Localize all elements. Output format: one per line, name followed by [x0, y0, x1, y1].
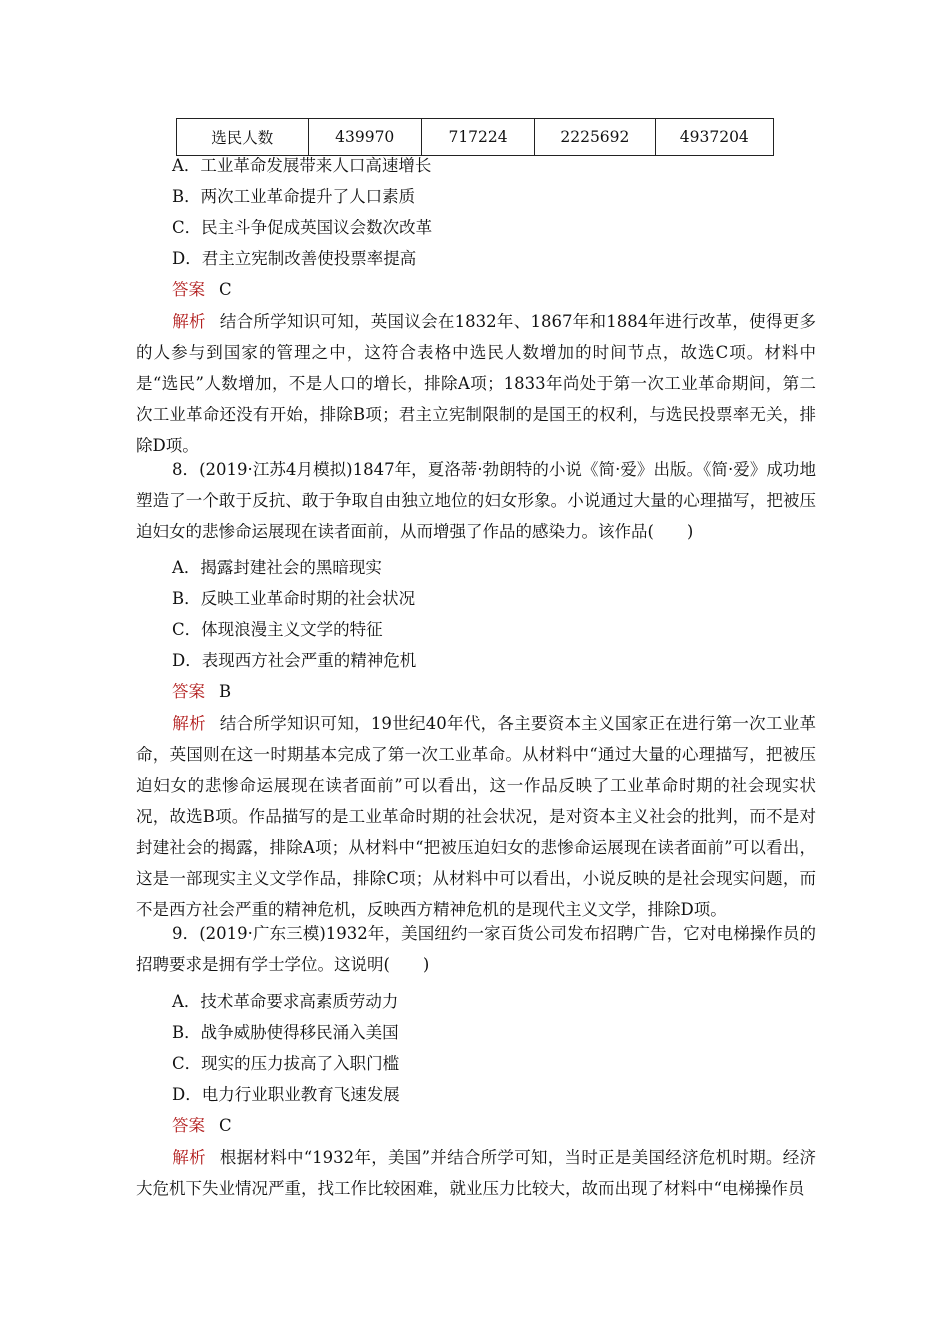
q9-option-a: A．技术革命要求高素质劳动力 [172, 992, 399, 1011]
analysis-text: 结合所学知识可知，19世纪40年代，各主要资本主义国家正在进行第一次工业革命，英国则在这一时期基本完成了第一次工业革命。从材料中“通过大量的心理描写，把被压迫妇女的悲惨命运展现在读者面前”可以看出，这一作品反映了工业革命时期的社会现实状况，故选B项。作品描写的是工业革命时期的社会状况，是对资本主义社会的批判，而不是对封建社会的揭露，排除A项；从材料中“把被压迫妇女的悲惨命运展现在读者面前”可以看出，这是一部现实主义文学作品，排除C项；从材料中可以看出，小说反映的是社会现实问题，而不是西方社会严重的精神危机，反映西方精神危机的是现代主义文学，排除D项。 [136, 714, 816, 919]
q7-answer [172, 282, 232, 299]
q9-option-d: D．电力行业职业教育飞速发展 [172, 1085, 400, 1104]
voter-table [176, 118, 774, 156]
q7-option-c: C．民主斗争促成英国议会数次改革 [172, 218, 433, 237]
question-text: 9．(2019·广东三模)1932年，美国纽约一家百货公司发布招聘广告，它对电梯操作员的招聘要求是拥有学士学位。这说明( ) [136, 924, 816, 974]
q7-option-b: B．两次工业革命提升了人口素质 [172, 187, 416, 206]
analysis-label: 解析 [172, 1148, 206, 1167]
answer-value: C [219, 1116, 232, 1135]
q9-analysis [136, 1142, 816, 1204]
q7-option-d: D．君主立宪制改善使投票率提高 [172, 249, 417, 268]
q9-option-b: B．战争威胁使得移民涌入美国 [172, 1023, 399, 1042]
q9-answer [172, 1118, 232, 1135]
answer-value: C [219, 280, 232, 299]
table-cell: 439970 [308, 119, 421, 156]
q8-stem [136, 454, 816, 547]
answer-value: B [219, 682, 232, 701]
q9-option-c: C．现实的压力拔高了入职门槛 [172, 1054, 400, 1073]
analysis-label: 解析 [172, 312, 206, 331]
table-cell: 4937204 [655, 119, 773, 156]
question-text: 8．(2019·江苏4月模拟)1847年，夏洛蒂·勃朗特的小说《简·爱》出版。《简·爱》成功地塑造了一个敢于反抗、敢于争取自由独立地位的妇女形象。小说通过大量的心理描写，把被压迫妇女的悲惨命运展现在读者面前，从而增强了作品的感染力。该作品( ) [136, 460, 816, 541]
q8-option-d: D．表现西方社会严重的精神危机 [172, 651, 417, 670]
q8-option-b: B．反映工业革命时期的社会状况 [172, 589, 416, 608]
analysis-label: 解析 [172, 714, 206, 733]
q8-analysis [136, 708, 816, 925]
table-cell: 2225692 [535, 119, 655, 156]
q9-stem [136, 918, 816, 980]
table-row [177, 119, 774, 156]
table-row-label: 选民人数 [177, 119, 309, 156]
q7-option-a: A．工业革命发展带来人口高速增长 [172, 156, 432, 175]
answer-label: 答案 [172, 1116, 205, 1135]
q8-option-a: A．揭露封建社会的黑暗现实 [172, 558, 382, 577]
analysis-text: 根据材料中“1932年，美国”并结合所学可知，当时正是美国经济危机时期。经济大危机下失业情况严重，找工作比较困难，就业压力比较大，故而出现了材料中“电梯操作员 [136, 1148, 816, 1198]
table-cell: 717224 [421, 119, 534, 156]
answer-label: 答案 [172, 280, 205, 299]
q8-option-c: C．体现浪漫主义文学的特征 [172, 620, 383, 639]
q7-analysis [136, 306, 816, 461]
q8-answer [172, 684, 231, 701]
answer-label: 答案 [172, 682, 205, 701]
analysis-text: 结合所学知识可知，英国议会在1832年、1867年和1884年进行改革，使得更多的人参与到国家的管理之中，这符合表格中选民人数增加的时间节点，故选C项。材料中是“选民”人数增加，不是人口的增长，排除A项；1833年尚处于第一次工业革命期间，第二次工业革命还没有开始，排除B项；君主立宪制限制的是国王的权利，与选民投票率无关，排除D项。 [136, 312, 816, 455]
